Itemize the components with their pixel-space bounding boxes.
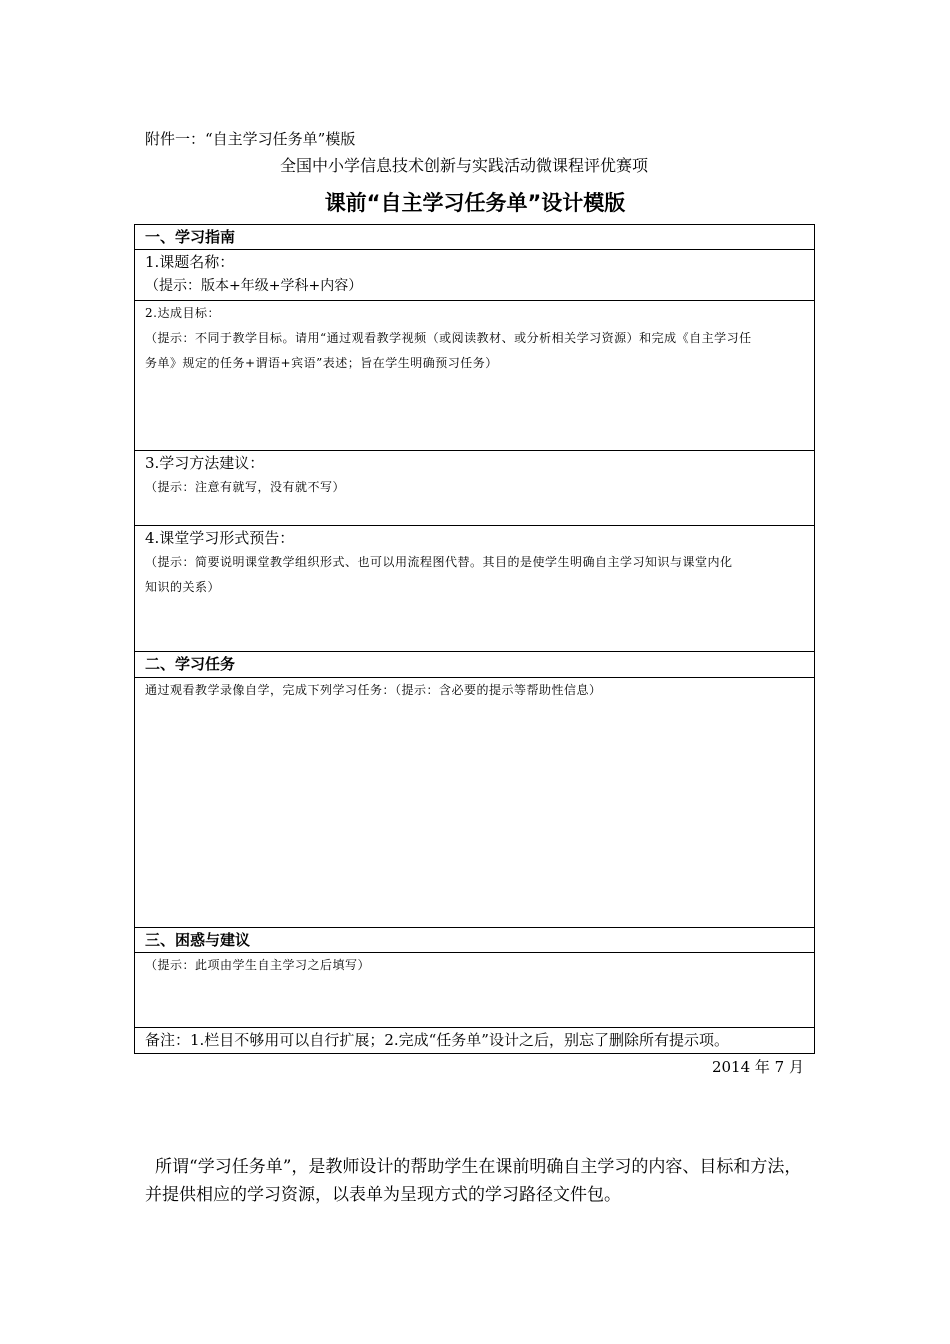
topic-hint: （提示：版本+年级+学科+内容）	[145, 278, 363, 294]
topic-label: 1.课题名称：	[145, 253, 235, 271]
task-form-table	[134, 224, 815, 1054]
topic-cell[interactable]	[135, 250, 815, 301]
section-title: 一、学习指南	[145, 228, 236, 246]
method-cell[interactable]	[135, 451, 815, 526]
section-title: 二、学习任务	[145, 655, 236, 673]
section-title: 三、困惑与建议	[145, 931, 251, 949]
contest-title: 全国中小学信息技术创新与实践活动微课程评优赛项	[280, 156, 649, 175]
goal-cell[interactable]	[135, 301, 815, 451]
section-learning-tasks	[135, 652, 815, 678]
goal-label: 2.达成目标：	[145, 306, 220, 320]
definition-paragraph: 所谓“学习任务单”，是教师设计的帮助学生在课前明确自主学习的内容、目标和方法，并提供相应的学习资源，以表单为呈现方式的学习路径文件包。	[145, 1157, 802, 1205]
page-title: 课前“自主学习任务单”设计模版	[324, 191, 626, 215]
preview-label: 4.课堂学习形式预告：	[145, 529, 295, 547]
goal-hint-line2: 务单》规定的任务+谓语+宾语”表述；旨在学生明确预习任务）	[145, 356, 498, 370]
method-hint: （提示：注意有就写，没有就不写）	[145, 480, 346, 494]
confusion-hint: （提示：此项由学生自主学习之后填写）	[145, 958, 371, 972]
note-cell	[135, 1028, 815, 1054]
tasks-cell[interactable]	[135, 678, 815, 928]
date-text: 2014 年 7 月	[711, 1058, 804, 1076]
section-confusion	[135, 928, 815, 953]
confusion-cell[interactable]	[135, 953, 815, 1028]
preview-hint-line1: （提示：简要说明课堂教学组织形式、也可以用流程图代替。其目的是使学生明确自主学习知识与课堂内化	[145, 555, 733, 569]
goal-hint-line1: （提示：不同于教学目标。请用“通过观看教学视频（或阅读教材、或分析相关学习资源）和完成《自主学习任	[145, 331, 752, 345]
note-text: 备注：1.栏目不够用可以自行扩展；2.完成“任务单”设计之后，别忘了删除所有提示项。	[145, 1031, 729, 1049]
task-hint: 通过观看教学录像自学，完成下列学习任务：（提示：含必要的提示等帮助性信息）	[145, 683, 602, 697]
method-label: 3.学习方法建议：	[145, 454, 265, 472]
attachment-line: 附件一：“自主学习任务单”模版	[145, 130, 356, 148]
section-learning-guide	[135, 225, 815, 250]
preview-cell[interactable]	[135, 526, 815, 652]
preview-hint-line2: 知识的关系）	[145, 580, 221, 594]
